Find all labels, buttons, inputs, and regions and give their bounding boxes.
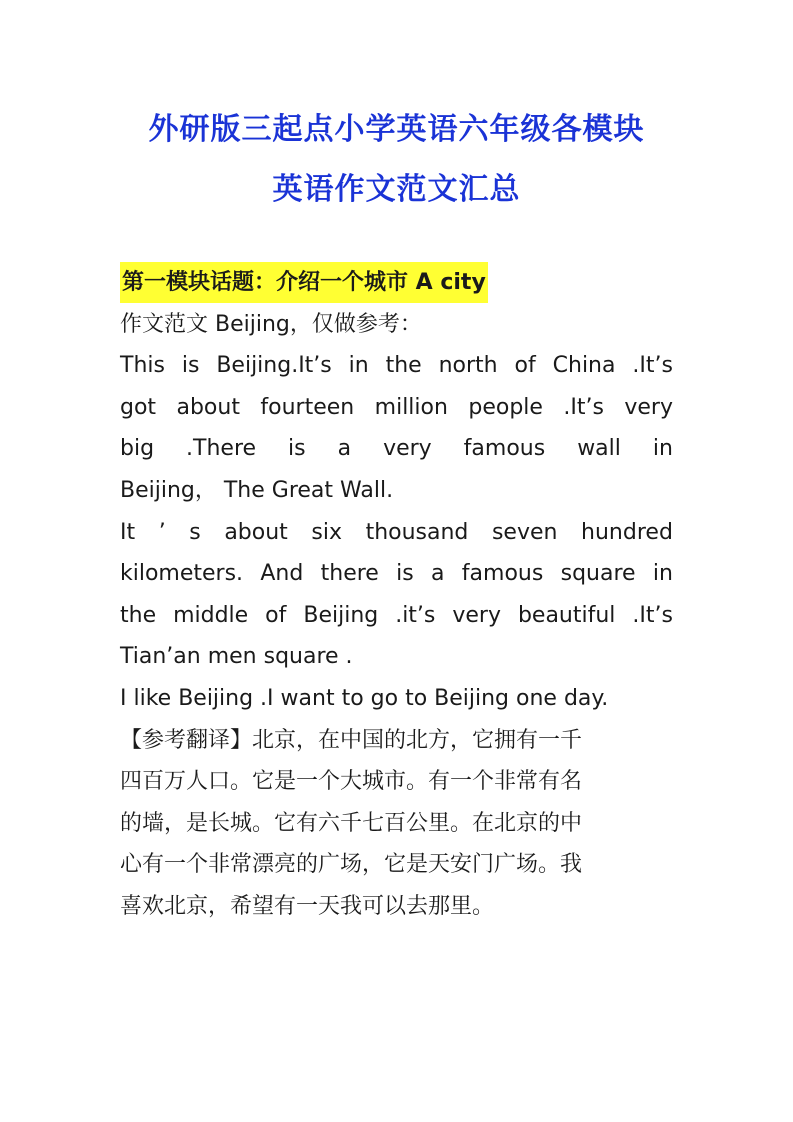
essay-word: seven (491, 519, 558, 545)
essay-word: the (120, 602, 157, 628)
essay-intro: 作文范文 Beijing，仅做参考： (120, 311, 422, 337)
essay-word: fourteen (260, 394, 355, 420)
essay-word: there (320, 561, 379, 587)
essay-word: a (431, 561, 445, 587)
essay-word: is (396, 561, 414, 587)
essay-word: got (120, 394, 157, 420)
essay-word: is (288, 436, 306, 462)
essay-word: in (652, 561, 673, 587)
essay-line: Tian’an men square . (120, 644, 353, 670)
essay-word: a (337, 436, 352, 462)
document-title-line-2: 英语作文范文汇总 (272, 172, 521, 207)
essay-line (120, 553, 673, 595)
essay-word: very (452, 602, 501, 628)
translation-line: 的墙，是长城。它有六千七百公里。在北京的中 (120, 810, 583, 836)
essay-word: famous (463, 436, 546, 462)
essay-word: middle (173, 602, 249, 628)
translation-line: 四百万人口。它是一个大城市。有一个非常有名 (120, 769, 583, 795)
essay-word: Beijing (303, 602, 379, 628)
essay-line (120, 345, 673, 387)
essay-word: .It’s (632, 602, 673, 628)
topic-highlight: 第一模块话题：介绍一个城市 A city (120, 262, 488, 303)
essay-word: And (260, 561, 304, 587)
essay-word: big (120, 436, 155, 462)
essay-word: Beijing.It’s (216, 353, 332, 379)
essay-line (120, 595, 673, 637)
translation-line: 心有一个非常漂亮的广场，它是天安门广场。我 (120, 852, 583, 878)
translation-line: 喜欢北京，希望有一天我可以去那里。 (120, 893, 495, 919)
essay-word: of (265, 602, 287, 628)
essay-word: famous (461, 561, 544, 587)
essay-word: This (120, 353, 165, 379)
essay-word: China (552, 353, 616, 379)
translation-line: 【参考翻译】北京，在中国的北方，它拥有一千 (120, 727, 583, 753)
section-module-1 (120, 262, 673, 928)
essay-line: I like Beijing .I want to go to Beijing one day. (120, 685, 609, 711)
essay-word: It (120, 519, 136, 545)
essay-word: is (181, 353, 200, 379)
essay-word: in (652, 436, 673, 462)
essay-word: of (514, 353, 536, 379)
essay-line (120, 512, 673, 554)
essay-word: ’ (158, 519, 166, 545)
essay-word: kilometers. (120, 561, 244, 587)
essay-word: s (189, 519, 201, 545)
essay-word: very (383, 436, 432, 462)
essay-word: .It’s (563, 394, 604, 420)
essay-word: million (374, 394, 448, 420)
essay-word: hundred (581, 519, 673, 545)
document-title-line-1: 外研版三起点小学英语六年级各模块 (148, 112, 645, 147)
essay-line (120, 428, 673, 470)
essay-word: north (438, 353, 498, 379)
section-topic-heading (120, 262, 673, 304)
essay-word: about (224, 519, 288, 545)
essay-word: thousand (365, 519, 469, 545)
essay-word: the (385, 353, 422, 379)
essay-word: six (311, 519, 342, 545)
essay-word: about (176, 394, 240, 420)
essay-word: people (468, 394, 543, 420)
essay-word: .It’s (632, 353, 673, 379)
essay-word: square (560, 561, 636, 587)
essay-word: very (624, 394, 673, 420)
essay-word: .it’s (395, 602, 436, 628)
essay-word: wall (577, 436, 621, 462)
essay-word: in (348, 353, 369, 379)
essay-word: .There (186, 436, 257, 462)
essay-word: beautiful (517, 602, 616, 628)
essay-line: Beijing， The Great Wall. (120, 477, 394, 503)
essay-line (120, 387, 673, 429)
